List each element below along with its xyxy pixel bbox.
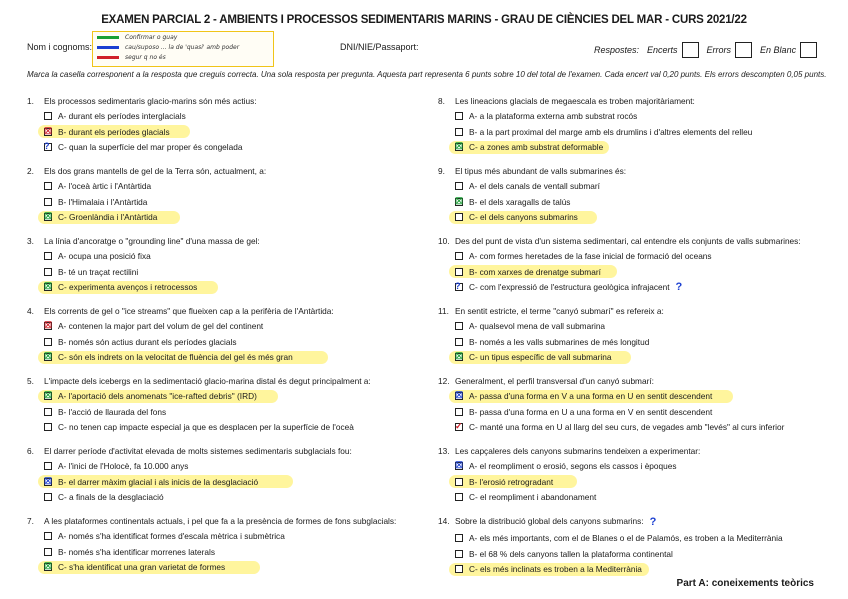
question-text: Els processos sedimentaris glacio-marins són més actius: — [44, 96, 257, 106]
question-number: 2. — [27, 166, 34, 176]
question-number: 8. — [438, 96, 445, 106]
question-7 — [27, 516, 427, 573]
checkbox[interactable] — [44, 462, 52, 470]
option-text: C- experimenta avenços i retrocessos — [58, 282, 198, 292]
option-text: A- a la plataforma externa amb substrat rocós — [469, 111, 638, 121]
question-text: En sentit estricte, el terme "canyó submarí" es refereix a: — [455, 306, 664, 316]
question-number: 13. — [438, 446, 450, 456]
option-text: B- té un traçat rectilini — [58, 266, 139, 277]
question-text: El darrer període d'activitat elevada de molts sistemes sedimentaris subglacials fou: — [44, 446, 352, 456]
question-mark-icon: ? — [455, 281, 461, 291]
red-line-swatch — [97, 56, 119, 59]
option-b[interactable] — [44, 126, 427, 137]
option-text: A- el dels canals de ventall submarí — [469, 181, 600, 191]
option-text: C- s'ha identificat una gran varietat de formes — [58, 562, 226, 572]
option-c[interactable] — [44, 142, 427, 153]
option-c[interactable] — [455, 282, 838, 293]
option-a[interactable] — [455, 181, 838, 192]
option-text: C- el reompliment i abandonament — [469, 492, 597, 502]
option-c[interactable] — [455, 142, 838, 153]
option-c[interactable] — [455, 564, 838, 575]
option-text: B- el darrer màxim glacial i als inicis de la desglaciació — [58, 476, 259, 487]
checkbox[interactable] — [44, 322, 52, 330]
check-mark-icon: ✓ — [455, 421, 463, 431]
checkbox[interactable] — [455, 128, 463, 136]
option-text: C- un tipus específic de vall submarina — [469, 352, 612, 362]
option-a[interactable] — [455, 111, 838, 122]
option-c[interactable] — [44, 212, 427, 223]
question-mark-icon: ? — [675, 281, 683, 293]
instructions-text: Marca la casella corresponent a la resposta que creguis correcta. Una sola resposta per pregunta. Aquesta part representa 6 punts sobre 10 del total de l'examen. Cada encert val 0,20 punts. Els errors descompten 0,05 punts. — [27, 70, 827, 79]
option-text: C- com l'expressió de l'estructura geològica infrajacent — [469, 282, 670, 292]
option-a[interactable] — [44, 111, 427, 122]
option-text: B- durant els períodes glacials — [58, 126, 170, 137]
checkbox[interactable] — [455, 195, 464, 206]
checkbox[interactable] — [44, 408, 52, 416]
checkbox[interactable] — [44, 268, 52, 276]
annotation-legend — [92, 31, 274, 67]
question-number: 6. — [27, 446, 34, 456]
checkbox[interactable] — [44, 125, 53, 136]
option-c[interactable] — [44, 562, 427, 573]
question-text: La línia d'ancoratge o "grounding line" d'una massa de gel: — [44, 236, 260, 246]
option-a[interactable] — [455, 391, 838, 402]
option-b[interactable] — [455, 336, 838, 347]
checkbox[interactable] — [455, 408, 463, 416]
blue-line-swatch — [97, 46, 119, 49]
checkbox[interactable] — [455, 550, 463, 558]
question-text: Els dos grans mantells de gel de la Terra són, actualment, a: — [44, 166, 267, 176]
option-c[interactable] — [455, 422, 838, 433]
checkbox[interactable] — [44, 283, 52, 291]
option-text: A- com formes heretades de la fase inicial de formació del oceans — [469, 251, 712, 261]
checkbox[interactable] — [455, 182, 463, 190]
option-c[interactable] — [455, 492, 838, 503]
legend-row-green — [93, 32, 273, 42]
option-text: B- el dels xaragalls de talús — [469, 196, 571, 207]
checkbox[interactable] — [44, 353, 52, 361]
question-number: 4. — [27, 306, 34, 316]
question-4 — [27, 306, 427, 363]
checkbox[interactable] — [455, 252, 463, 260]
legend-text: cau/suposo ... la de 'quasi' amb poder — [125, 43, 240, 51]
option-c[interactable] — [44, 422, 427, 433]
option-b[interactable] — [44, 266, 427, 277]
correct-count-box[interactable] — [682, 42, 699, 58]
option-text: A- l'oceà àrtic i l'Antàrtida — [58, 181, 152, 191]
question-number: 3. — [27, 236, 34, 246]
question-mark-icon: ? — [649, 516, 657, 528]
checkbox[interactable] — [44, 423, 52, 431]
option-c[interactable] — [44, 282, 427, 293]
option-text: C- a finals de la desglaciació — [58, 492, 164, 502]
checkbox[interactable] — [44, 182, 52, 190]
option-text: B- com xarxes de drenatge submarí — [469, 266, 601, 277]
question-text: A les plataformes continentals actuals, i pel que fa a la presència de formes de fons subglacials: — [44, 516, 397, 526]
option-c[interactable] — [44, 492, 427, 503]
question-number: 5. — [27, 376, 34, 386]
name-label: Nom i cognoms: — [27, 42, 93, 52]
option-a[interactable] — [44, 531, 427, 542]
question-text: El tipus més abundant de valls submarines és: — [455, 166, 627, 176]
option-b[interactable] — [455, 196, 838, 207]
option-a[interactable] — [455, 321, 838, 332]
option-text: B- només s'ha identificar morrenes laterals — [58, 546, 215, 557]
checkbox[interactable] — [44, 252, 52, 260]
option-text: A- només s'ha identificat formes d'escala mètrica i submètrica — [58, 531, 285, 541]
legend-row-red — [93, 52, 273, 62]
checkbox[interactable] — [455, 143, 463, 151]
option-text: B- només a les valls submarines de més longitud — [469, 336, 650, 347]
errors-label: Errors — [706, 45, 732, 55]
legend-row-blue — [93, 42, 273, 52]
question-13 — [438, 446, 838, 503]
checkbox[interactable] — [455, 423, 463, 431]
id-label: DNI/NIE/Passaport: — [340, 42, 419, 52]
option-text: C- a zones amb substrat deformable — [469, 142, 604, 152]
option-text: C- no tenen cap impacte especial ja que es desplacen per la superfície de l'oceà — [58, 422, 354, 432]
checkbox[interactable] — [44, 548, 52, 556]
legend-text: Confirmar o guay — [125, 33, 178, 41]
option-b[interactable] — [44, 546, 427, 557]
cross-mark-icon: ☒ — [455, 195, 464, 206]
checkbox[interactable] — [455, 478, 463, 486]
option-text: A- qualsevol mena de vall submarina — [469, 321, 606, 331]
option-text: B- el 68 % dels canyons tallen la plataforma continental — [469, 548, 673, 559]
errors-count-box[interactable] — [735, 42, 752, 58]
answers-summary — [594, 42, 825, 58]
checkbox[interactable] — [455, 283, 463, 291]
option-a[interactable] — [44, 181, 427, 192]
checkbox[interactable] — [44, 112, 52, 120]
question-number: 1. — [27, 96, 34, 106]
question-3 — [27, 236, 427, 293]
checkbox[interactable] — [455, 353, 463, 361]
option-b[interactable] — [44, 196, 427, 207]
question-2 — [27, 166, 427, 223]
cross-mark-icon: ☒ — [44, 211, 53, 221]
checkbox[interactable] — [455, 338, 463, 346]
option-b[interactable] — [455, 476, 838, 487]
option-text: A- passa d'una forma en V a una forma en U en sentit descendent — [469, 391, 713, 401]
question-number: 12. — [438, 376, 450, 386]
checkbox[interactable] — [455, 534, 463, 542]
question-number: 11. — [438, 306, 449, 316]
question-9 — [438, 166, 838, 223]
question-text: Generalment, el perfil transversal d'un canyó submarí: — [455, 376, 654, 386]
option-a[interactable] — [44, 461, 427, 472]
option-b[interactable] — [455, 266, 838, 277]
exam-title: EXAMEN PARCIAL 2 - AMBIENTS I PROCESSOS SEDIMENTARIS MARINS - GRAU DE CIÈNCIES DEL MAR - CURS 2021/22 — [101, 14, 747, 26]
option-text: C- quan la superfície del mar proper és congelada — [58, 142, 243, 152]
part-label: Part A: coneixements teòrics — [676, 578, 814, 589]
checkbox[interactable] — [44, 493, 52, 501]
question-text: Sobre la distribució global dels canyons submarins: — [455, 516, 644, 526]
cross-mark-icon: ☒ — [44, 125, 53, 136]
option-text: C- els més inclinats es troben a la Mediterrània — [469, 564, 642, 574]
question-number: 9. — [438, 166, 445, 176]
option-text: A- ocupa una posició fixa — [58, 251, 151, 261]
checkbox[interactable] — [455, 268, 463, 276]
option-text: B- l'Himalaia i l'Antàrtida — [58, 196, 148, 207]
option-c[interactable] — [44, 352, 427, 363]
checkbox[interactable] — [44, 392, 52, 400]
question-mark-icon: ? — [44, 141, 50, 151]
green-line-swatch — [97, 36, 119, 39]
option-a[interactable] — [455, 461, 838, 472]
option-text: A- l'inici de l'Holocè, fa 10.000 anys — [58, 461, 189, 471]
option-b[interactable] — [455, 548, 838, 559]
option-text: C- el dels canyons submarins — [469, 212, 578, 222]
option-c[interactable] — [455, 212, 838, 223]
checkbox[interactable] — [44, 143, 52, 151]
question-14 — [438, 516, 838, 575]
cross-mark-icon: ☒ — [44, 390, 53, 400]
cross-mark-icon: ☒ — [44, 475, 53, 486]
answers-label: Respostes: — [594, 45, 640, 55]
question-text: Els corrents de gel o "ice streams" que flueixen cap a la perifèria de l'Antàrtida: — [44, 306, 334, 316]
option-a[interactable] — [44, 251, 427, 262]
option-text: C- manté una forma en U al llarg del seu curs, de vegades amb "levés" al curs inferior — [469, 422, 785, 432]
checkbox[interactable] — [455, 565, 463, 573]
question-text: L'impacte dels icebergs en la sedimentació glacio-marina distal és degut principalment a: — [44, 376, 371, 386]
option-text: A- els més importants, com el de Blanes o el de Palamós, es troben a la Mediterrània — [469, 533, 783, 543]
question-10 — [438, 236, 838, 293]
option-a[interactable] — [44, 321, 427, 332]
checkbox[interactable] — [44, 563, 52, 571]
option-text: A- l'aportació dels anomenats "ice-rafted debris" (IRD) — [58, 391, 257, 401]
option-a[interactable] — [44, 391, 427, 402]
option-text: B- l'erosió retrogradant — [469, 476, 554, 487]
option-a[interactable] — [455, 533, 838, 544]
question-text: Les lineacions glacials de megaescala es troben majoritàriament: — [455, 96, 695, 106]
option-b[interactable] — [44, 476, 427, 487]
option-c[interactable] — [455, 352, 838, 363]
checkbox[interactable] — [455, 322, 463, 330]
question-text: Les capçaleres dels canyons submarins tendeixen a experimentar: — [455, 446, 701, 456]
checkbox[interactable] — [455, 392, 463, 400]
option-text: A- durant els períodes interglacials — [58, 111, 186, 121]
checkbox[interactable] — [44, 213, 52, 221]
option-b[interactable] — [44, 336, 427, 347]
checkbox[interactable] — [44, 532, 52, 540]
cross-mark-icon: ☒ — [455, 141, 464, 151]
option-text: B- a la part proximal del marge amb els drumlins i d'altres elements del relleu — [469, 126, 753, 137]
checkbox[interactable] — [455, 493, 463, 501]
legend-text: segur q no és — [125, 53, 166, 61]
cross-mark-icon: ☒ — [44, 351, 53, 361]
option-text: A- el reompliment o erosió, segons els cassos i èpoques — [469, 461, 677, 471]
option-b[interactable] — [44, 406, 427, 417]
checkbox[interactable] — [44, 475, 53, 486]
option-a[interactable] — [455, 251, 838, 262]
checkbox[interactable] — [455, 213, 463, 221]
question-8 — [438, 96, 838, 153]
option-b[interactable] — [455, 126, 838, 137]
option-b[interactable] — [455, 406, 838, 417]
checkbox[interactable] — [44, 198, 52, 206]
blank-label: En Blanc — [760, 45, 797, 55]
checkbox[interactable] — [44, 338, 52, 346]
checkbox[interactable] — [455, 112, 463, 120]
question-1 — [27, 96, 427, 153]
question-text: Des del punt de vista d'un sistema sedimentari, cal entendre els conjunts de valls submarines: — [455, 236, 801, 246]
question-6 — [27, 446, 427, 503]
cross-mark-icon: ☒ — [455, 460, 464, 470]
cross-mark-icon: ☒ — [44, 320, 53, 330]
blank-count-box[interactable] — [800, 42, 817, 58]
cross-mark-icon: ☒ — [44, 281, 53, 291]
option-text: B- passa d'una forma en U a una forma en V en sentit descendent — [469, 406, 713, 417]
option-text: C- són els indrets on la velocitat de fluència del gel és més gran — [58, 352, 293, 362]
question-11 — [438, 306, 838, 363]
option-text: B- l'acció de llaurada del fons — [58, 406, 167, 417]
correct-label: Encerts — [647, 45, 678, 55]
question-number: 10. — [438, 236, 450, 246]
cross-mark-icon: ☒ — [455, 390, 464, 400]
question-number: 7. — [27, 516, 34, 526]
checkbox[interactable] — [455, 462, 463, 470]
question-number: 14. — [438, 516, 450, 526]
option-text: B- només són actius durant els períodes glacials — [58, 336, 237, 347]
question-12 — [438, 376, 838, 433]
option-text: A- contenen la major part del volum de gel del continent — [58, 321, 264, 331]
option-text: C- Groenlàndia i l'Antàrtida — [58, 212, 158, 222]
cross-mark-icon: ☒ — [44, 561, 53, 571]
question-5 — [27, 376, 427, 433]
cross-mark-icon: ☒ — [455, 351, 464, 361]
